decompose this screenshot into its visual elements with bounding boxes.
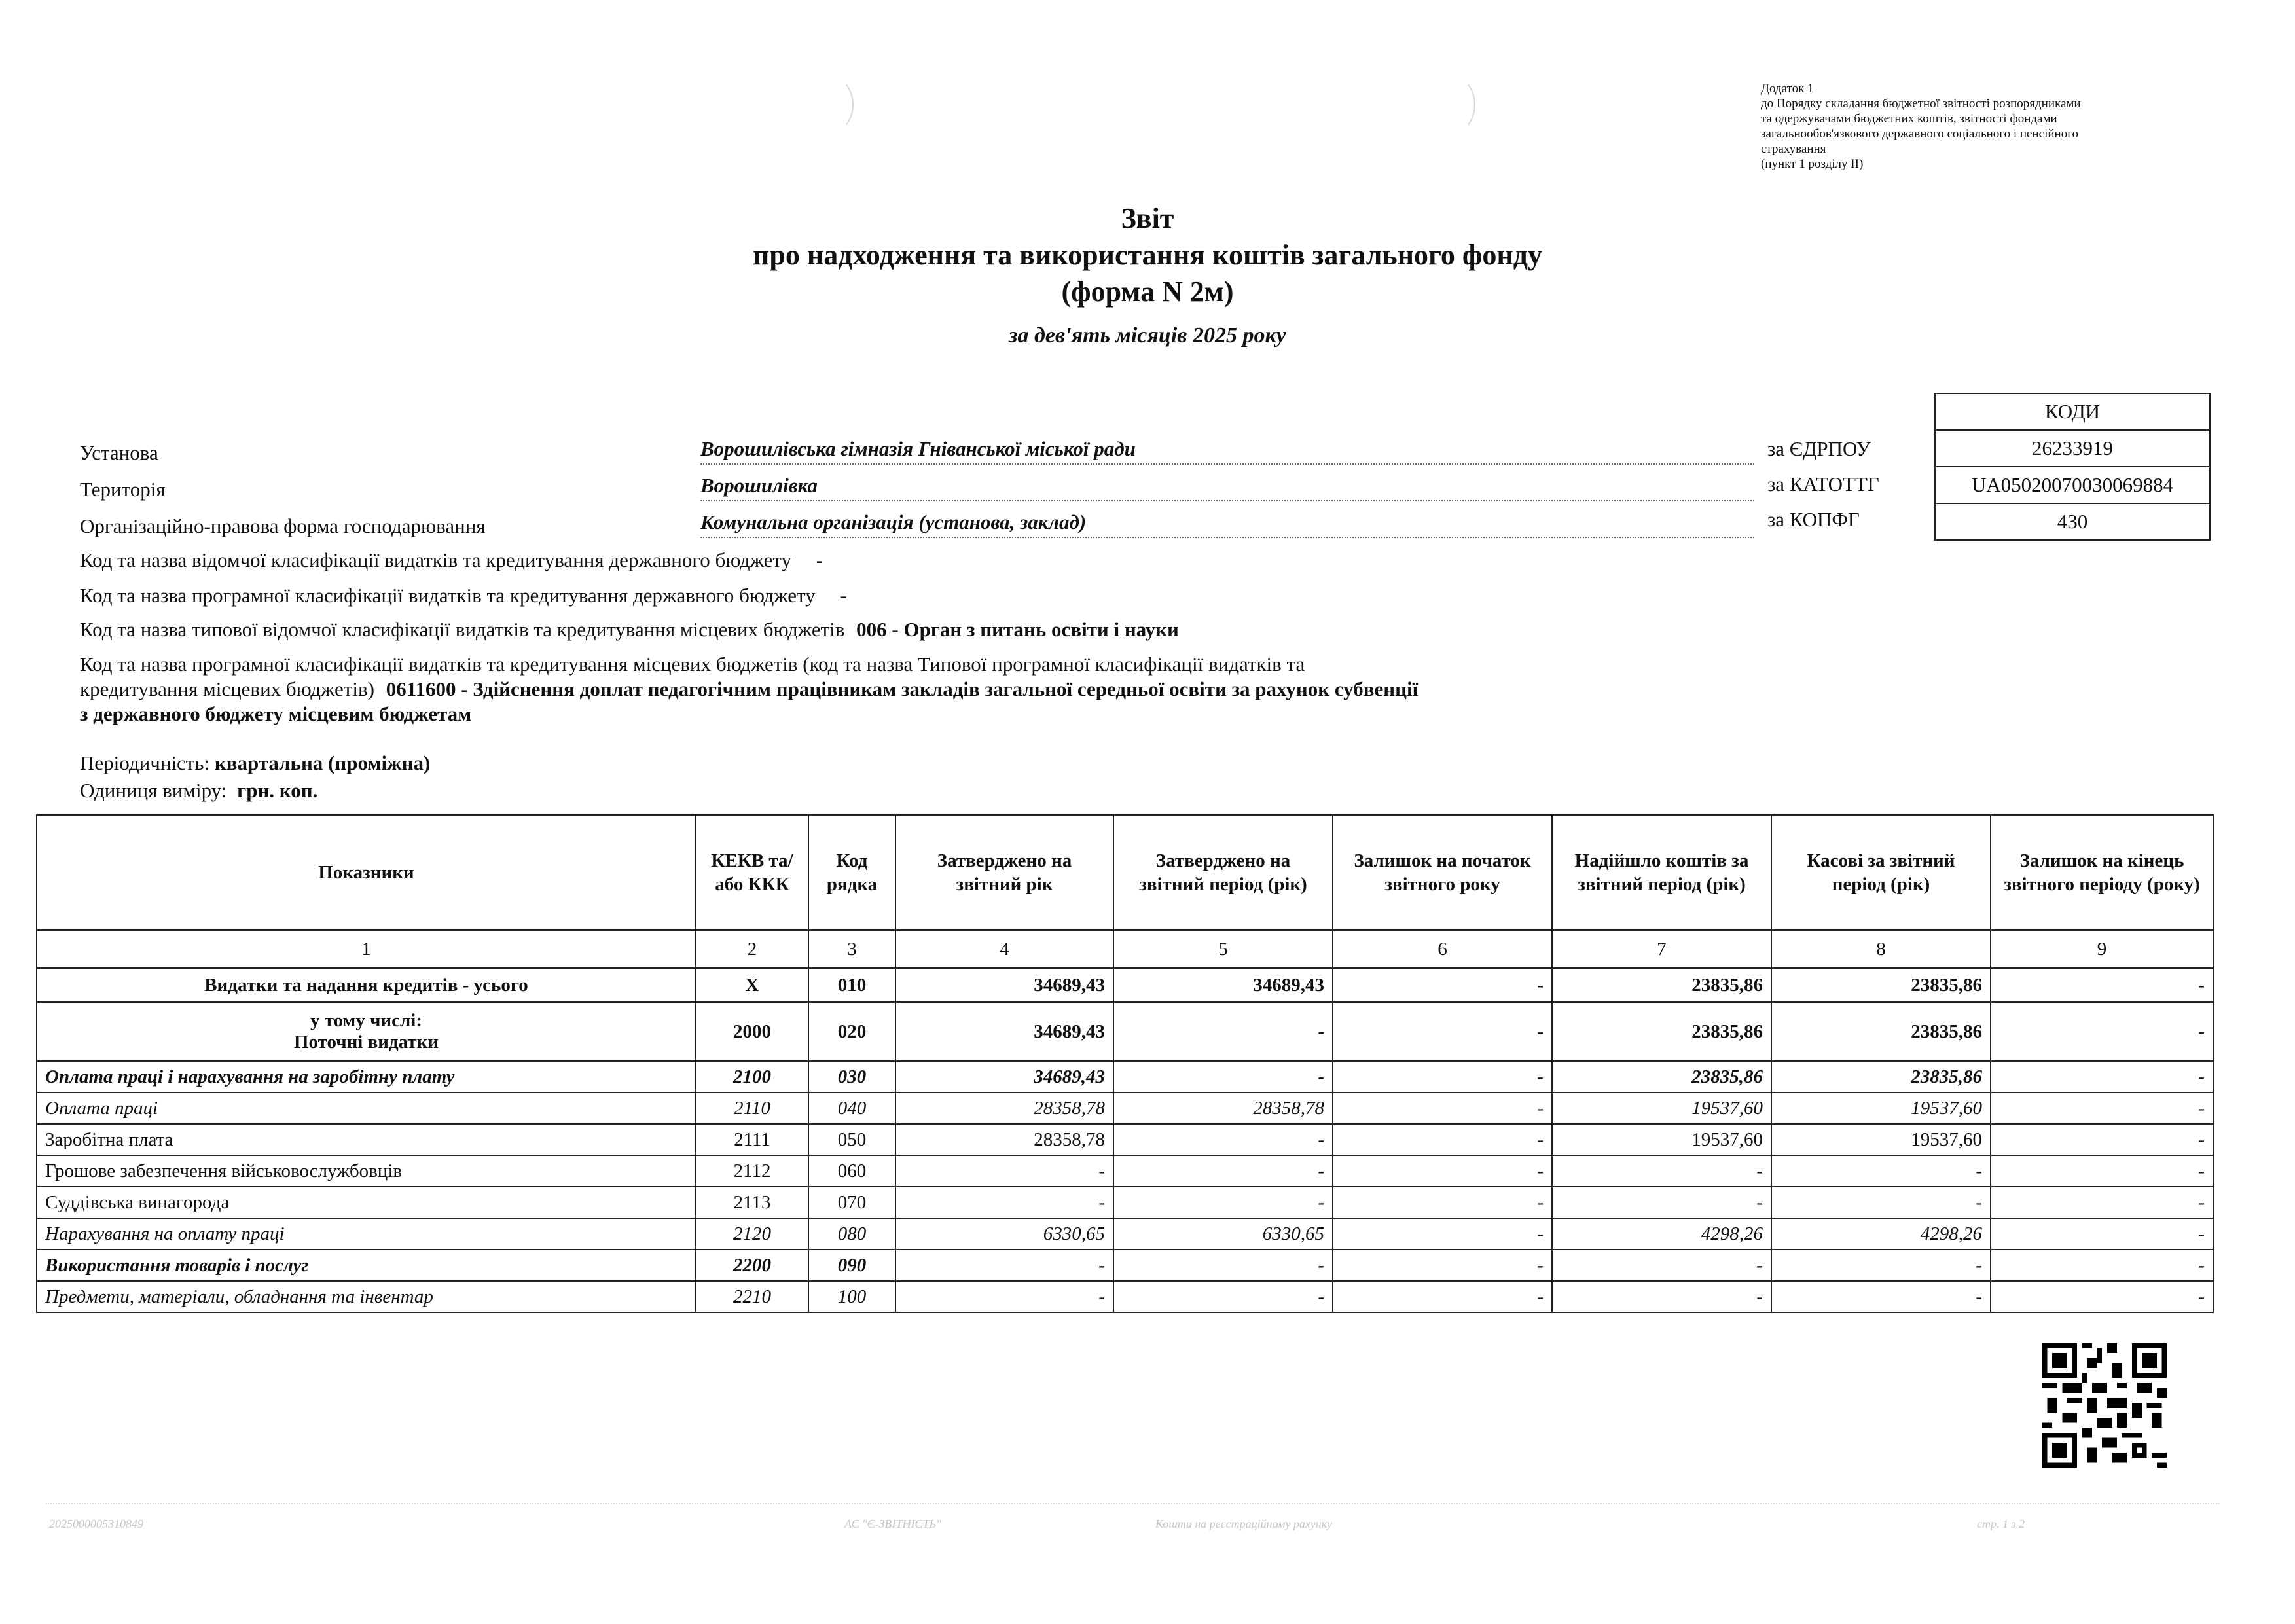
codes-table <box>1934 393 2211 541</box>
org-form-value: Комунальна організація (установа, заклад) <box>700 511 1754 538</box>
periodicity <box>80 751 430 775</box>
approved-year: 28358,78 <box>895 1092 1113 1124</box>
cash: 23835,86 <box>1771 1061 1991 1092</box>
approved-period: - <box>1113 1155 1333 1187</box>
balance-start: - <box>1333 1061 1552 1092</box>
footer-doc-id: 2025000005310849 <box>49 1517 143 1530</box>
row-code: 020 <box>808 1002 895 1061</box>
table-row <box>37 1155 2213 1187</box>
row-kekv: 2200 <box>696 1250 808 1281</box>
balance-end: - <box>1991 1218 2213 1250</box>
balance-end: - <box>1991 1187 2213 1218</box>
received: - <box>1552 1155 1771 1187</box>
received: 4298,26 <box>1552 1218 1771 1250</box>
prog-local-label-2: кредитування місцевих бюджетів) <box>80 677 374 700</box>
report-title: Звіт <box>1121 202 1174 234</box>
row-name: Оплата праці <box>37 1092 696 1124</box>
balance-end: - <box>1991 1155 2213 1187</box>
approved-period: - <box>1113 1187 1333 1218</box>
balance-end: - <box>1991 1061 2213 1092</box>
received: - <box>1552 1281 1771 1312</box>
received: 23835,86 <box>1552 968 1771 1002</box>
balance-end: - <box>1991 1092 2213 1124</box>
appendix-note <box>1761 81 2219 171</box>
prog-state-classification <box>80 584 847 607</box>
row-code: 080 <box>808 1218 895 1250</box>
col-number: 9 <box>1991 930 2213 968</box>
header-approved-year: Затверджено на звітний рік <box>895 815 1113 930</box>
edrpou-label: за ЄДРПОУ <box>1767 437 1871 460</box>
row-kekv: 2112 <box>696 1155 808 1187</box>
dept-local-value: 006 - Орган з питань освіти і науки <box>856 618 1179 641</box>
row-name: Предмети, матеріали, обладнання та інвентар <box>37 1281 696 1312</box>
received: 19537,60 <box>1552 1124 1771 1155</box>
balance-end: - <box>1991 1002 2213 1061</box>
hole-punch-mark <box>1434 77 1475 132</box>
received: 23835,86 <box>1552 1002 1771 1061</box>
balance-start: - <box>1333 1124 1552 1155</box>
header-indicators: Показники <box>37 815 696 930</box>
table-row <box>37 968 2213 1002</box>
cash: 23835,86 <box>1771 968 1991 1002</box>
footer-system: АС "Є-ЗВІТНІСТЬ" <box>844 1517 941 1530</box>
balance-start: - <box>1333 1155 1552 1187</box>
row-name: Нарахування на оплату праці <box>37 1218 696 1250</box>
approved-period: 34689,43 <box>1113 968 1333 1002</box>
institution-value: Ворошилівська гімназія Гніванської міської ради <box>700 437 1754 465</box>
footer-divider <box>46 1503 2219 1504</box>
row-name: Оплата праці і нарахування на заробітну плату <box>37 1061 696 1092</box>
dept-state-classification <box>80 549 823 572</box>
kopfg-label: за КОПФГ <box>1767 508 1860 531</box>
row-code: 070 <box>808 1187 895 1218</box>
unit-value: грн. коп. <box>237 779 318 802</box>
table-header-row <box>37 815 2213 930</box>
row-kekv: 2111 <box>696 1124 808 1155</box>
row-name <box>37 1002 696 1061</box>
prog-local-classification <box>80 652 1782 727</box>
header-row-code: Код рядка <box>808 815 895 930</box>
col-number: 5 <box>1113 930 1333 968</box>
cash: - <box>1771 1155 1991 1187</box>
header-cash: Касові за звітний період (рік) <box>1771 815 1991 930</box>
received: - <box>1552 1187 1771 1218</box>
col-number: 2 <box>696 930 808 968</box>
row-code: 010 <box>808 968 895 1002</box>
appendix-line: (пункт 1 розділу II) <box>1761 157 1864 171</box>
row-kekv: 2120 <box>696 1218 808 1250</box>
qr-code-icon <box>2042 1343 2167 1468</box>
header-approved-period: Затверджено на звітний період (рік) <box>1113 815 1333 930</box>
col-number: 3 <box>808 930 895 968</box>
row-name: Заробітна плата <box>37 1124 696 1155</box>
approved-period: - <box>1113 1250 1333 1281</box>
appendix-line: та одержувачами бюджетних коштів, звітності фондами <box>1761 112 2057 126</box>
unit <box>80 779 317 803</box>
territory-label: Територія <box>80 478 166 501</box>
row-code: 090 <box>808 1250 895 1281</box>
col-number: 8 <box>1771 930 1991 968</box>
appendix-line: Додаток 1 <box>1761 82 1814 96</box>
appendix-line: загальнообов'язкового державного соціального і пенсійного <box>1761 127 2079 141</box>
row-kekv: 2110 <box>696 1092 808 1124</box>
prog-state-value: - <box>840 584 847 607</box>
cash: - <box>1771 1187 1991 1218</box>
col-number: 7 <box>1552 930 1771 968</box>
territory-value: Ворошилівка <box>700 474 1754 501</box>
balance-end: - <box>1991 968 2213 1002</box>
approved-period: 6330,65 <box>1113 1218 1333 1250</box>
periodicity-label: Періодичність: <box>80 751 210 774</box>
report-table <box>36 814 2214 1313</box>
appendix-line: до Порядку складання бюджетної звітності розпорядниками <box>1761 97 2081 111</box>
approved-period: - <box>1113 1124 1333 1155</box>
row-name-main: Поточні видатки <box>293 1032 439 1053</box>
table-row <box>37 1061 2213 1092</box>
approved-period: 28358,78 <box>1113 1092 1333 1124</box>
balance-start: - <box>1333 1002 1552 1061</box>
table-row <box>37 1002 2213 1061</box>
balance-end: - <box>1991 1281 2213 1312</box>
approved-year: - <box>895 1250 1113 1281</box>
balance-start: - <box>1333 968 1552 1002</box>
col-number: 6 <box>1333 930 1552 968</box>
cash: 19537,60 <box>1771 1124 1991 1155</box>
balance-start: - <box>1333 1187 1552 1218</box>
table-row <box>37 1092 2213 1124</box>
row-code: 040 <box>808 1092 895 1124</box>
approved-year: 34689,43 <box>895 1061 1113 1092</box>
hole-punch-mark <box>812 77 854 132</box>
table-row <box>37 1124 2213 1155</box>
cash: 4298,26 <box>1771 1218 1991 1250</box>
approved-period: - <box>1113 1061 1333 1092</box>
header-balance-end: Залишок на кінець звітного періоду (року) <box>1991 815 2213 930</box>
approved-period: - <box>1113 1281 1333 1312</box>
periodicity-value: квартальна (проміжна) <box>214 751 431 774</box>
row-kekv: 2113 <box>696 1187 808 1218</box>
approved-year: - <box>895 1187 1113 1218</box>
row-code: 030 <box>808 1061 895 1092</box>
prog-local-label-1: Код та назва програмної класифікації видатків та кредитування місцевих бюджетів (код та назва Типової програмної класифікації видатків та <box>80 653 1305 676</box>
header-received: Надійшло коштів за звітний період (рік) <box>1552 815 1771 930</box>
katottg-label: за КАТОТТГ <box>1767 473 1879 496</box>
report-period: за дев'ять місяців 2025 року <box>1009 323 1286 348</box>
column-numbers-row <box>37 930 2213 968</box>
col-number: 4 <box>895 930 1113 968</box>
prog-state-label: Код та назва програмної класифікації видатків та кредитування державного бюджету <box>80 584 816 607</box>
balance-start: - <box>1333 1281 1552 1312</box>
kopfg-code: 430 <box>1935 503 2210 540</box>
approved-year: - <box>895 1281 1113 1312</box>
row-kekv: X <box>696 968 808 1002</box>
row-name: Грошове забезпечення військовослужбовців <box>37 1155 696 1187</box>
prog-local-value-1: 0611600 - Здійснення доплат педагогічним працівникам закладів загальної середньої освіти за рахунок субвенції <box>386 677 1419 700</box>
row-code: 100 <box>808 1281 895 1312</box>
balance-start: - <box>1333 1092 1552 1124</box>
dept-local-classification <box>80 618 1179 641</box>
header-kekv: КЕКВ та/або ККК <box>696 815 808 930</box>
codes-header: КОДИ <box>1935 393 2210 430</box>
cash: 19537,60 <box>1771 1092 1991 1124</box>
institution-label: Установа <box>80 441 158 464</box>
report-subtitle: про надходження та використання коштів загального фонду <box>753 239 1542 271</box>
row-kekv: 2100 <box>696 1061 808 1092</box>
row-name-prefix: у тому числі: <box>310 1010 422 1031</box>
row-code: 060 <box>808 1155 895 1187</box>
table-row <box>37 1250 2213 1281</box>
row-code: 050 <box>808 1124 895 1155</box>
org-form-label: Організаційно-правова форма господарювання <box>80 514 486 537</box>
received: 19537,60 <box>1552 1092 1771 1124</box>
row-kekv: 2000 <box>696 1002 808 1061</box>
approved-year: 28358,78 <box>895 1124 1113 1155</box>
row-kekv: 2210 <box>696 1281 808 1312</box>
appendix-line: страхування <box>1761 142 1826 156</box>
balance-end: - <box>1991 1250 2213 1281</box>
prog-local-value-2: з державного бюджету місцевим бюджетам <box>80 702 472 725</box>
approved-year: 34689,43 <box>895 1002 1113 1061</box>
edrpou-code: 26233919 <box>1935 430 2210 467</box>
row-name: Використання товарів і послуг <box>37 1250 696 1281</box>
approved-year: - <box>895 1155 1113 1187</box>
cash: - <box>1771 1250 1991 1281</box>
header-balance-start: Залишок на початок звітного року <box>1333 815 1552 930</box>
table-row <box>37 1281 2213 1312</box>
cash: - <box>1771 1281 1991 1312</box>
row-name: Видатки та надання кредитів - усього <box>37 968 696 1002</box>
dept-state-value: - <box>816 549 823 571</box>
balance-start: - <box>1333 1250 1552 1281</box>
approved-period: - <box>1113 1002 1333 1061</box>
footer-page: стр. 1 з 2 <box>1977 1517 2025 1530</box>
unit-label: Одиниця виміру: <box>80 779 227 802</box>
dept-local-label: Код та назва типової відомчої класифікації видатків та кредитування місцевих бюджетів <box>80 618 845 641</box>
footer-account-note: Кошти на реєстраційному рахунку <box>1155 1517 1333 1530</box>
approved-year: 34689,43 <box>895 968 1113 1002</box>
row-name: Суддівська винагорода <box>37 1187 696 1218</box>
cash: 23835,86 <box>1771 1002 1991 1061</box>
received: - <box>1552 1250 1771 1281</box>
table-row <box>37 1187 2213 1218</box>
approved-year: 6330,65 <box>895 1218 1113 1250</box>
katottg-code: UA05020070030069884 <box>1935 467 2210 503</box>
balance-end: - <box>1991 1124 2213 1155</box>
table-row <box>37 1218 2213 1250</box>
report-form: (форма N 2м) <box>1061 276 1234 308</box>
col-number: 1 <box>37 930 696 968</box>
dept-state-label: Код та назва відомчої класифікації видатків та кредитування державного бюджету <box>80 549 792 571</box>
received: 23835,86 <box>1552 1061 1771 1092</box>
balance-start: - <box>1333 1218 1552 1250</box>
